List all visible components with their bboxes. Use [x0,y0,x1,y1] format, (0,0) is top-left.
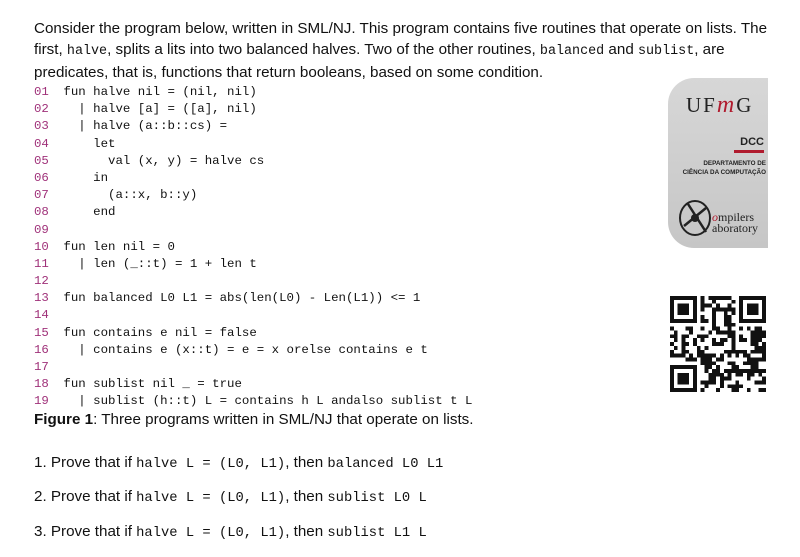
line-number: 07 [34,188,49,203]
line-number: 17 [34,360,49,374]
code-text: fun halve nil = (nil, nil) [56,85,257,99]
cl-o: o [712,210,718,224]
intro-paragraph [34,18,774,83]
figure-label: Figure 1 [34,411,94,428]
code-text: let [56,136,116,151]
code-text: (a::x, b::y) [56,188,198,203]
code-line [34,84,472,101]
code-text: | contains e (x::t) = e = x orelse contains e t [56,342,428,357]
line-number: 04 [34,136,49,151]
compilers-lab-text [712,212,758,234]
compilers-lab-emblem-icon [676,196,716,240]
code-text: fun len nil = 0 [56,239,175,254]
line-number: 02 [34,102,49,117]
code-line [34,325,472,342]
ufmg-g: G [736,93,754,117]
code-text: val (x, y) = halve cs [56,153,265,168]
code-line [34,393,472,410]
line-number: 11 [34,256,49,271]
cl-rest-2: aboratory [712,221,758,235]
line-number: 06 [34,170,49,185]
ufmg-m: m [716,92,737,118]
code-line [34,153,472,170]
code-line [34,170,472,187]
question-text: 3. Prove that if [34,523,137,540]
intro-text-1: Consider the program below, written in SML/NJ. This program contains five routines that operate on lists. The first, [34,20,768,58]
code-text: fun contains e nil = false [56,325,257,340]
question-3 [34,522,427,544]
code-line [34,101,472,118]
question-text: , then [285,523,328,540]
line-number: 18 [34,377,49,392]
question-text: 1. Prove that if [34,454,137,471]
code-line [34,222,472,239]
cl-rest-1: mpilers [718,210,754,224]
code-text: in [56,170,109,185]
code-line [34,187,472,204]
question-text: , then [285,488,328,505]
code-listing [34,84,472,411]
line-number: 15 [34,325,49,340]
department-line-1: DEPARTAMENTO DE [703,160,766,167]
ufmg-dcc-logo [668,78,768,248]
code-line [34,273,472,290]
code-line [34,239,472,256]
ufmg-uf: UF [686,93,717,117]
compilers-lab-logo [676,196,768,240]
line-number: 14 [34,308,49,323]
question-1 [34,453,443,475]
dcc-underline [734,150,764,153]
intro-text-4: , are predicates, that is, functions that return booleans, based on some condition. [34,41,725,81]
code-balanced: balanced [539,44,605,59]
code-line [34,256,472,273]
ufmg-wordmark [686,92,753,119]
code-text: | sublist (h::t) L = contains h L andalso sublist t L [56,394,473,409]
code-text: | halve [a] = ([a], nil) [56,102,257,117]
code-text: | halve (a::b::cs) = [56,119,228,134]
question-code: sublist L1 L [327,526,427,541]
figure-caption-text: : Three programs written in SML/NJ that operate on lists. [93,411,474,428]
line-number: 08 [34,205,49,220]
code-halve: halve [66,44,108,59]
line-number: 13 [34,291,49,306]
line-number: 16 [34,342,49,357]
department-name [683,159,766,177]
question-code: halve L = (L0, L1) [136,457,286,472]
code-line [34,376,472,393]
code-text: fun balanced L0 L1 = abs(len(L0) - Len(L1)) <= 1 [56,291,421,306]
line-number: 10 [34,239,49,254]
code-line [34,342,472,359]
code-line [34,307,472,324]
question-code: balanced L0 L1 [327,457,444,472]
code-line [34,359,472,376]
question-2 [34,487,427,509]
question-code: halve L = (L0, L1) [136,526,286,541]
question-text: 2. Prove that if [34,488,137,505]
line-number: 01 [34,85,49,99]
intro-text-3: and [604,41,638,58]
line-number: 03 [34,119,49,134]
code-line [34,204,472,221]
qr-code [670,296,766,392]
code-line [34,290,472,307]
code-sublist: sublist [637,44,695,59]
line-number: 09 [34,222,49,237]
code-line [34,136,472,153]
intro-text-2: , splits a lits into two balanced halves. Two of the other routines, [107,41,540,58]
question-code: halve L = (L0, L1) [136,491,286,506]
figure-caption [34,410,474,430]
code-line [34,118,472,135]
line-number: 12 [34,274,49,289]
code-text: | len (_::t) = 1 + len t [56,256,257,271]
code-text: end [56,205,116,220]
code-text: fun sublist nil _ = true [56,377,242,392]
department-line-2: CIÊNCIA DA COMPUTAÇÃO [682,169,766,176]
question-text: , then [285,454,328,471]
line-number: 05 [34,153,49,168]
question-code: sublist L0 L [327,491,427,506]
line-number: 19 [34,394,49,409]
dcc-label: DCC [740,136,764,148]
